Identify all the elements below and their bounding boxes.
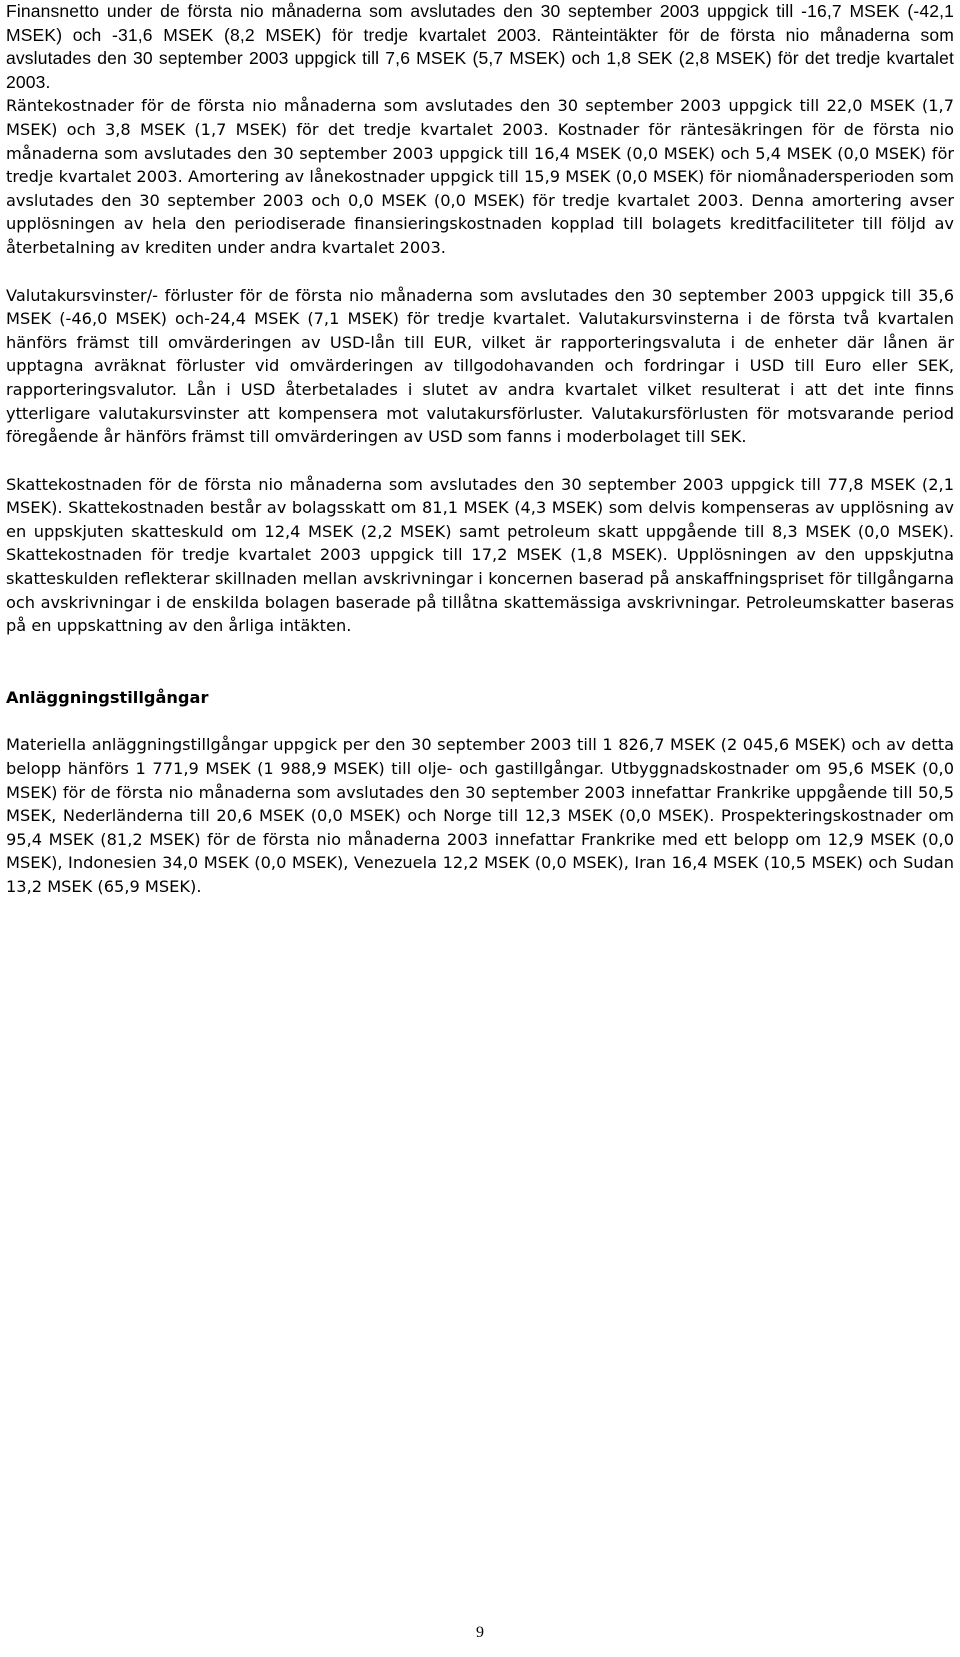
paragraph-financial-net-details: Räntekostnader för de första nio månaderna som avslutades den 30 september 2003 uppgick till 22,0 MSEK (1,7 MSEK) och 3,8 MSEK (1,7 MSEK) för det tredje kvartalet 2003. Kostnader för räntesäkringen för de första nio månaderna som avslutades den 30 september 2003 uppgick till 16,4 MSEK (0,0 MSEK) och 5,4 MSEK (0,0 MSEK) för tredje kvartalet 2003. Amortering av lånekostnader uppgick till 15,9 MSEK (0,0 MSEK) för niomånadersperioden som avslutades den 30 september 2003 och 0,0 MSEK (0,0 MSEK) för tredje kvartalet 2003. Denna amortering avser upplösningen av hela den periodiserade finansieringskostnaden kopplad till bolagets kreditfaciliteter till följd av återbetalning av krediten under andra kvartalet 2003. [6,96,954,257]
paragraph-spacer [6,260,954,284]
page-number: 9 [476,1624,484,1641]
section-spacer [6,638,954,686]
section-heading-fixed-assets: Anläggningstillgångar [6,687,209,707]
document-page [6,0,954,899]
paragraph-spacer [6,449,954,473]
paragraph-tax: Skattekostnaden för de första nio månaderna som avslutades den 30 september 2003 uppgick till 77,8 MSEK (2,1 MSEK). Skattekostnaden består av bolagsskatt om 81,1 MSEK (4,3 MSEK) som delvis kompenseras av upplösning av en uppskjuten skatteskuld om 12,4 MSEK (2,2 MSEK) samt petroleum skatt uppgående till 8,3 MSEK (0,0 MSEK). Skattekostnaden för tredje kvartalet 2003 uppgick till 17,2 MSEK (1,8 MSEK). Upplösningen av den uppskjutna skatteskulden reflekterar skillnaden mellan avskrivningar i koncernen baserad på anskaffningspriset för tillgångarna och avskrivningar i de enskilda bolagen baserade på tillåtna skattemässiga avskrivningar. Petroleumskatter baseras på en uppskattning av den årliga intäkten. [6,474,954,636]
paragraph-currency-exchange: Valutakursvinster/- förluster för de första nio månaderna som avslutades den 30 september 2003 uppgick till 35,6 MSEK (-46,0 MSEK) och-24,4 MSEK (7,1 MSEK) för tredje kvartalet. Valutakursvinsterna i de första två kvartalen hänförs främst till omvärderingen av USD-lån till EUR, vilket är rapporteringsvaluta i de enheter där lånen är upptagna avräknat förluster vid omvärderingen av tillgodohavanden och fordringar i USD till Euro eller SEK, rapporteringsvalutor. Lån i USD återbetalades i slutet av andra kvartalet vilket resulterat i att det inte finns ytterligare valutakursvinster att kompensera mot valutakursförluster. Valutakursförlusten för motsvarande period föregående år hänförs främst till omvärderingen av USD som fanns i moderbolaget till SEK. [6,285,954,447]
paragraph-spacer [6,709,954,733]
paragraph-fixed-assets: Materiella anläggningstillgångar uppgick per den 30 september 2003 till 1 826,7 MSEK (2 045,6 MSEK) och av detta belopp hänförs 1 771,9 MSEK (1 988,9 MSEK) till olje- och gastillgångar. Utbyggnadskostnader om 95,6 MSEK (0,0 MSEK) för de första nio månaderna som avslutades den 30 september 2003 innefattar Frankrike uppgående till 50,5 MSEK, Nederländerna till 20,6 MSEK (0,0 MSEK) och Norge till 12,3 MSEK (0,0 MSEK). Prospekteringskostnader om 95,4 MSEK (81,2 MSEK) för de första nio månaderna 2003 innefattar Frankrike med ett belopp om 12,9 MSEK (0,0 MSEK), Indonesien 34,0 MSEK (0,0 MSEK), Venezuela 12,2 MSEK (0,0 MSEK), Iran 16,4 MSEK (10,5 MSEK) och Sudan 13,2 MSEK (65,9 MSEK). [6,735,954,896]
paragraph-financial-net-intro: Finansnetto under de första nio månaderna som avslutades den 30 september 2003 uppgick till -16,7 MSEK (-42,1 MSEK) och -31,6 MSEK (8,2 MSEK) för tredje kvartalet 2003. Ränteintäkter för de första nio månaderna som avslutades den 30 september 2003 uppgick till 7,6 MSEK (5,7 MSEK) och 1,8 SEK (2,8 MSEK) för det tredje kvartalet 2003. [6,1,954,92]
